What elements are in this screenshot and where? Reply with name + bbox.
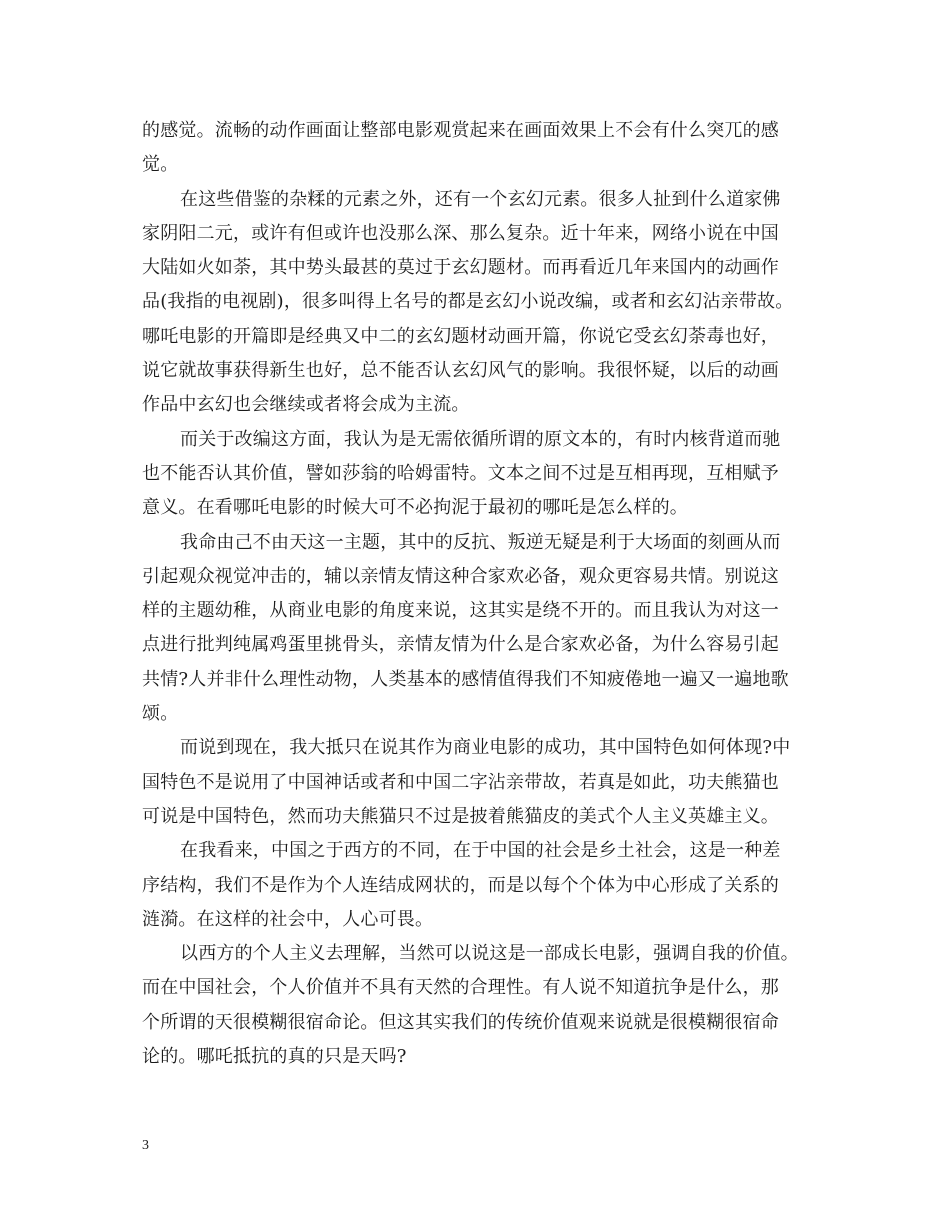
text-line: 以西方的个人主义去理解，当然可以说这是一部成长电影，强调自我的价值。 [180,943,799,965]
text-line: 序结构，我们不是作为个人连结成网状的，而是以每个个体为中心形成了关系的 [142,874,779,896]
text-line: 涟漪。在这样的社会中，人心可畏。 [142,908,434,930]
text-line: 也不能否认其价值，譬如莎翁的哈姆雷特。文本之间不过是互相再现，互相赋予 [142,462,779,484]
text-line: 品(我指的电视剧)，很多叫得上名号的都是玄幻小说改编，或者和玄幻沾亲带故。 [142,291,794,313]
text-line: 论的。哪吒抵抗的真的只是天吗? [142,1046,407,1068]
text-line: 颂。 [142,703,179,725]
text-line: 家阴阳二元，或许有但或许也没那么深、那么复杂。近十年来，网络小说在中国 [142,222,779,244]
text-line: 国特色不是说用了中国神话或者和中国二字沾亲带故，若真是如此，功夫熊猫也 [142,771,779,793]
text-line: 点进行批判纯属鸡蛋里挑骨头，亲情友情为什么是合家欢必备，为什么容易引起 [142,634,779,656]
text-line: 引起观众视觉冲击的，辅以亲情友情这种合家欢必备，观众更容易共情。别说这 [142,565,779,587]
text-line: 作品中玄幻也会继续或者将会成为主流。 [142,394,470,416]
text-line: 而在中国社会，个人价值并不具有天然的合理性。有人说不知道抗争是什么，那 [142,977,779,999]
text-line: 哪吒电影的开篇即是经典又中二的玄幻题材动画开篇，你说它受玄幻荼毒也好， [142,325,779,347]
text-line: 在这些借鉴的杂糅的元素之外，还有一个玄幻元素。很多人扯到什么道家佛 [180,188,781,210]
text-line: 意义。在看哪吒电影的时候大可不必拘泥于最初的哪吒是怎么样的。 [142,497,688,519]
text-line: 个所谓的天很模糊很宿命论。但这其实我们的传统价值观来说就是很模糊很宿命 [142,1011,779,1033]
text-line: 觉。 [142,154,179,176]
text-line: 而关于改编这方面，我认为是无需依循所谓的原文本的，有时内核背道而驰 [180,428,781,450]
text-line: 样的主题幼稚，从商业电影的角度来说，这其实是绕不开的。而且我认为对这一 [142,600,779,622]
text-line: 大陆如火如荼，其中势头最甚的莫过于玄幻题材。而再看近几年来国内的动画作 [142,257,779,279]
text-line: 共情?人并非什么理性动物，人类基本的感情值得我们不知疲倦地一遍又一遍地歌 [142,668,789,690]
page-number: 3 [142,1138,149,1153]
text-line: 说它就故事获得新生也好，总不能否认玄幻风气的影响。我很怀疑，以后的动画 [142,360,779,382]
text-line: 我命由己不由天这一主题，其中的反抗、叛逆无疑是利于大场面的刻画从而 [180,531,781,553]
text-line: 可说是中国特色，然而功夫熊猫只不过是披着熊猫皮的美式个人主义英雄主义。 [142,805,779,827]
text-line: 在我看来，中国之于西方的不同，在于中国的社会是乡土社会，这是一种差 [180,840,781,862]
text-line: 的感觉。流畅的动作画面让整部电影观赏起来在画面效果上不会有什么突兀的感 [142,120,779,141]
text-line: 而说到现在，我大抵只在说其作为商业电影的成功，其中国特色如何体现?中 [180,737,791,759]
body-text [142,114,822,1074]
